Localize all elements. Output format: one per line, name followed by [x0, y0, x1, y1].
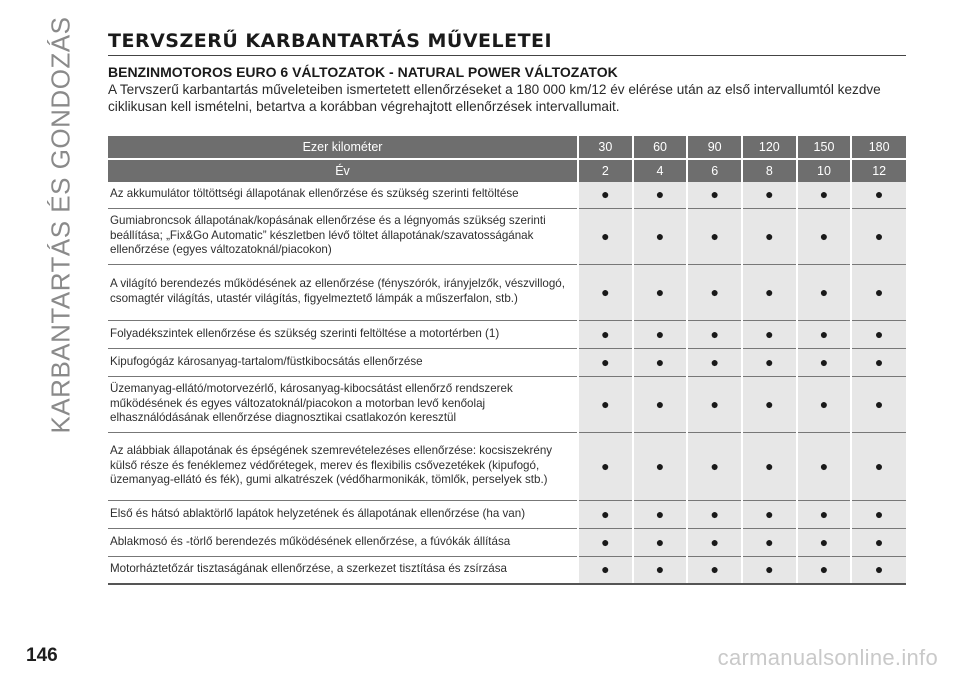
interval-mark: ●: [633, 432, 688, 500]
interval-mark: ●: [578, 432, 633, 500]
interval-mark: ●: [578, 182, 633, 208]
task-description: Az akkumulátor töltöttségi állapotának ellenőrzése és szükség szerinti feltöltése: [108, 182, 578, 208]
interval-mark: ●: [851, 528, 906, 556]
interval-mark: ●: [687, 500, 742, 528]
interval-mark: ●: [578, 500, 633, 528]
maintenance-table: [108, 136, 906, 585]
interval-mark: ●: [578, 320, 633, 348]
header-year-cell: 10: [797, 159, 852, 182]
interval-mark: ●: [633, 556, 688, 584]
page-title: TERVSZERŰ KARBANTARTÁS MŰVELETEI: [108, 30, 906, 56]
header-year-cell: 4: [633, 159, 688, 182]
interval-mark: ●: [742, 556, 797, 584]
header-km-cell: 60: [633, 136, 688, 159]
interval-mark: ●: [797, 556, 852, 584]
interval-mark: ●: [687, 376, 742, 432]
interval-mark: ●: [851, 208, 906, 264]
interval-mark: ●: [797, 500, 852, 528]
interval-mark: ●: [578, 264, 633, 320]
task-description: A világító berendezés működésének az ellenőrzése (fényszórók, irányjelzők, vészvillogó, csomagtér világítás, utastér világítás, figyelmeztető lámpák a műszerfalon, stb.): [108, 264, 578, 320]
table-row: [108, 320, 906, 348]
page-content: [108, 30, 906, 585]
interval-mark: ●: [797, 264, 852, 320]
interval-mark: ●: [742, 528, 797, 556]
interval-mark: ●: [797, 432, 852, 500]
interval-mark: ●: [851, 264, 906, 320]
page-number: 146: [26, 645, 58, 666]
interval-mark: ●: [851, 500, 906, 528]
interval-mark: ●: [742, 376, 797, 432]
interval-mark: ●: [797, 376, 852, 432]
interval-mark: ●: [633, 500, 688, 528]
interval-mark: ●: [687, 320, 742, 348]
interval-mark: ●: [742, 320, 797, 348]
interval-mark: ●: [742, 500, 797, 528]
header-year-cell: 6: [687, 159, 742, 182]
header-km-cell: 90: [687, 136, 742, 159]
watermark: carmanualsonline.info: [717, 645, 938, 670]
task-description: Kipufogógáz károsanyag-tartalom/füstkibocsátás ellenőrzése: [108, 348, 578, 376]
interval-mark: ●: [742, 264, 797, 320]
interval-mark: ●: [742, 432, 797, 500]
header-row-km: [108, 136, 906, 159]
table-row: [108, 500, 906, 528]
interval-mark: ●: [851, 320, 906, 348]
task-description: Üzemanyag-ellátó/motorvezérlő, károsanyag-kibocsátást ellenőrző rendszerek működésének és egyes változatoknál/piacokon a motorban levő kenőolaj elhasználódásának ellenőrzése diagnosztikai csatlakozón keresztül: [108, 376, 578, 432]
header-row-year: [108, 159, 906, 182]
interval-mark: ●: [797, 182, 852, 208]
table-row: [108, 432, 906, 500]
header-year-cell: 2: [578, 159, 633, 182]
interval-mark: ●: [742, 208, 797, 264]
interval-mark: ●: [687, 208, 742, 264]
section-intro: A Tervszerű karbantartás műveleteiben ismertetett ellenőrzéseket a 180 000 km/12 év elérése után az első intervallumtól kezdve ciklikusan kell ismételni, betartva a korábban végrehajtott ellenőrzések intervallumait.: [108, 82, 881, 114]
interval-mark: ●: [797, 348, 852, 376]
table-row: [108, 182, 906, 208]
interval-mark: ●: [687, 264, 742, 320]
header-year-cell: 8: [742, 159, 797, 182]
interval-mark: ●: [742, 348, 797, 376]
header-year-label: Év: [108, 159, 578, 182]
interval-mark: ●: [851, 348, 906, 376]
interval-mark: ●: [633, 376, 688, 432]
interval-mark: ●: [578, 376, 633, 432]
header-km-cell: 30: [578, 136, 633, 159]
task-description: Az alábbiak állapotának és épségének szemrevételezéses ellenőrzése: kocsiszekrény külső része és fenéklemez védőrétegek, merev és flexibilis csővezetékek (kipufogó, üzemanyag-ellátó és fék), gumi alkatrészek (védőharmonikák, tömlők, perselyek stb.): [108, 432, 578, 500]
interval-mark: ●: [633, 320, 688, 348]
interval-mark: ●: [578, 556, 633, 584]
table-row: [108, 528, 906, 556]
section-title: BENZINMOTOROS EURO 6 VÁLTOZATOK - NATURAL POWER VÁLTOZATOK: [108, 64, 618, 80]
interval-mark: ●: [687, 432, 742, 500]
table-row: [108, 556, 906, 584]
task-description: Első és hátsó ablaktörlő lapátok helyzetének és állapotának ellenőrzése (ha van): [108, 500, 578, 528]
interval-mark: ●: [742, 182, 797, 208]
interval-mark: ●: [633, 348, 688, 376]
interval-mark: ●: [797, 208, 852, 264]
header-km-cell: 180: [851, 136, 906, 159]
table-row: [108, 264, 906, 320]
task-description: Gumiabroncsok állapotának/kopásának ellenőrzése és a légnyomás szükség szerinti beállítása; „Fix&Go Automatic” készletben lévő töltet állapotának/szavatosságának ellenőrzése (egyes változatoknál/piacokon): [108, 208, 578, 264]
sidebar-section-label: KARBANTARTÁS ÉS GONDOZÁS: [45, 16, 76, 434]
header-km-cell: 120: [742, 136, 797, 159]
interval-mark: ●: [687, 528, 742, 556]
table-row: [108, 376, 906, 432]
interval-mark: ●: [797, 528, 852, 556]
interval-mark: ●: [687, 556, 742, 584]
task-description: Motorháztetőzár tisztaságának ellenőrzése, a szerkezet tisztítása és zsírzása: [108, 556, 578, 584]
task-description: Ablakmosó és -törlő berendezés működésének ellenőrzése, a fúvókák állítása: [108, 528, 578, 556]
interval-mark: ●: [797, 320, 852, 348]
header-km-label: Ezer kilométer: [108, 136, 578, 159]
interval-mark: ●: [578, 528, 633, 556]
interval-mark: ●: [633, 208, 688, 264]
header-year-cell: 12: [851, 159, 906, 182]
interval-mark: ●: [633, 264, 688, 320]
interval-mark: ●: [578, 348, 633, 376]
task-description: Folyadékszintek ellenőrzése és szükség szerinti feltöltése a motortérben (1): [108, 320, 578, 348]
interval-mark: ●: [851, 182, 906, 208]
interval-mark: ●: [633, 528, 688, 556]
interval-mark: ●: [687, 348, 742, 376]
interval-mark: ●: [851, 556, 906, 584]
interval-mark: ●: [578, 208, 633, 264]
table-row: [108, 348, 906, 376]
table-row: [108, 208, 906, 264]
sidebar-section-label-wrap: [26, 16, 96, 434]
interval-mark: ●: [851, 376, 906, 432]
header-km-cell: 150: [797, 136, 852, 159]
maintenance-table-body: [108, 182, 906, 584]
interval-mark: ●: [687, 182, 742, 208]
interval-mark: ●: [633, 182, 688, 208]
interval-mark: ●: [851, 432, 906, 500]
